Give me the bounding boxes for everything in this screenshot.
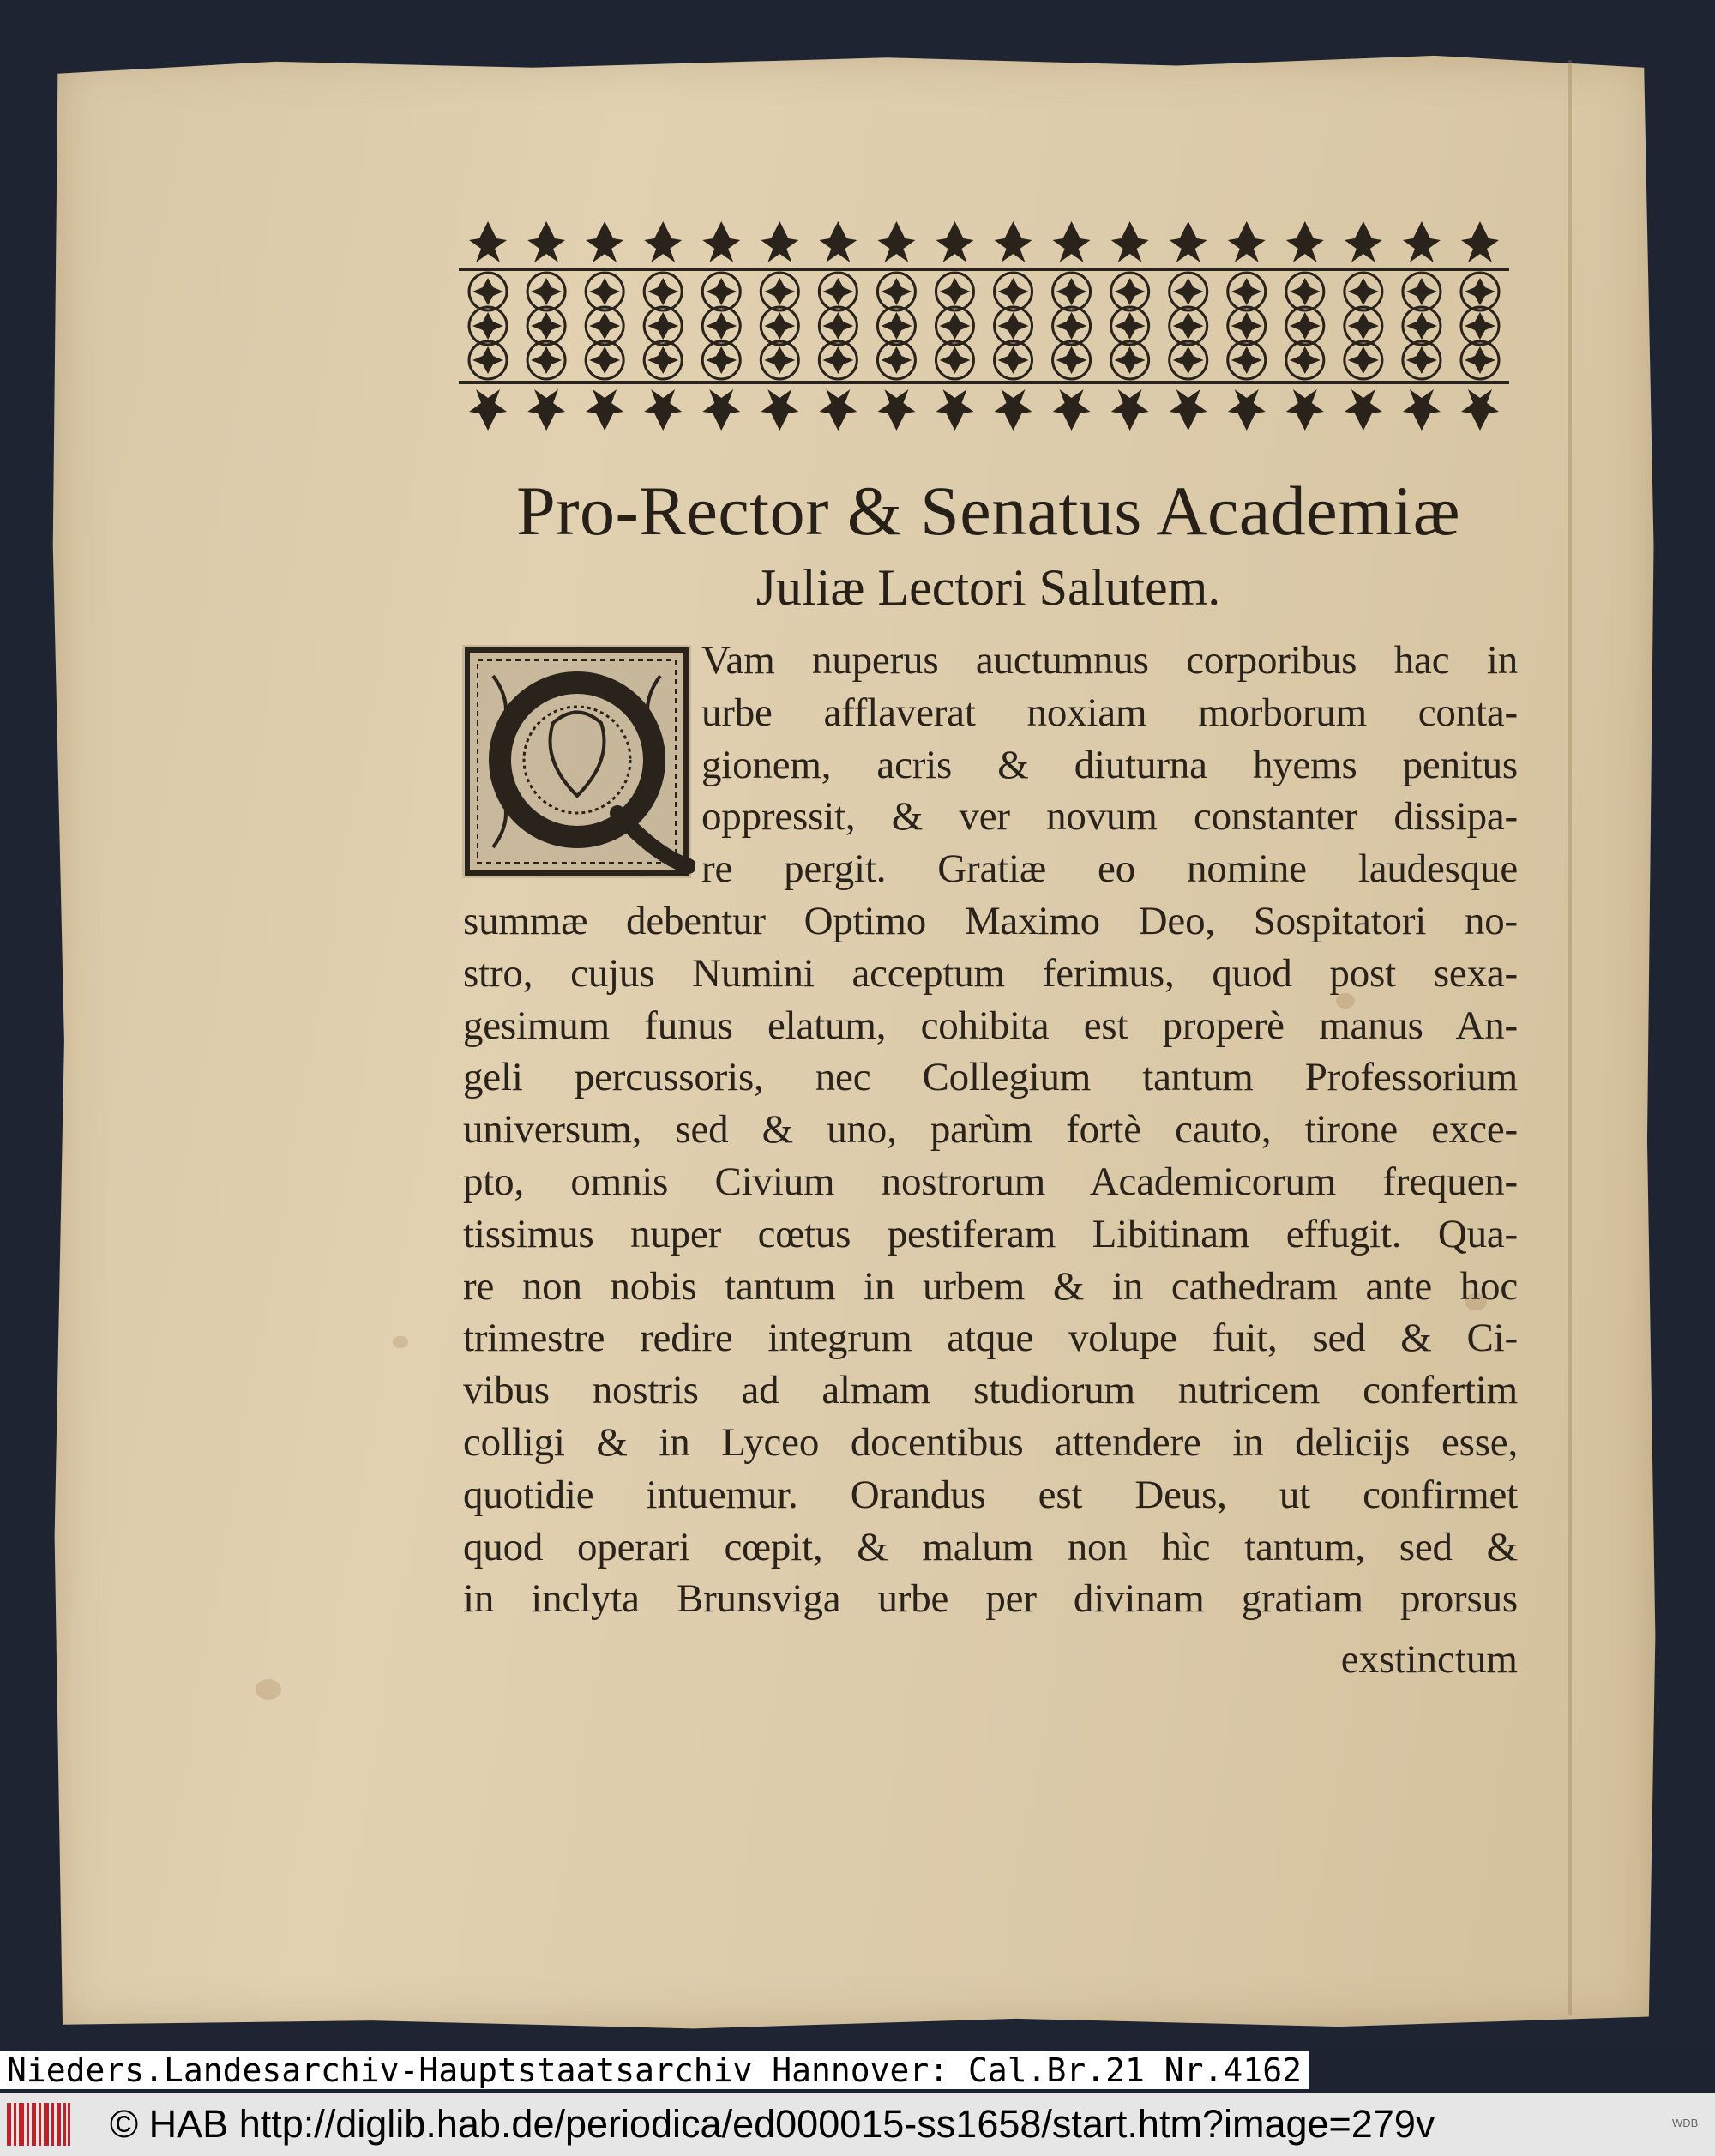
text-line: pto, omnis Civium nostrorum Academicorum frequen- [463,1159,1518,1204]
ornament-motif [586,221,623,431]
ornamental-headpiece [459,214,1509,437]
ornament-motif [1403,221,1441,431]
ornament-motif [819,221,857,431]
text-line: Vam nuperus auctumnus corporibus hac in [701,638,1518,683]
ornament-motif [1461,221,1499,431]
foxing-spot [256,1679,281,1700]
text-line: re non nobis tantum in urbem & in cathedram ante hoc [463,1263,1518,1309]
text-line: gionem, acris & diuturna hyems penitus [701,742,1518,787]
ornament-motif [1345,221,1382,431]
copyright-url: © HAB http://diglib.hab.de/periodica/ed000015-ss1658/start.htm?image=279v [110,2102,1435,2146]
text-line: urbe afflaverat noxiam morborum conta- [701,690,1518,735]
text-line: universum, sed & uno, parùm fortè cauto, tirone exce- [463,1107,1518,1153]
ornament-motif [1111,221,1149,431]
text-line: gesimum funus elatum, cohibita est properè manus An- [463,1003,1518,1048]
text-line: quotidie intuemur. Orandus est Deus, ut confirmet [463,1472,1518,1517]
text-line: trimestre redire integrum atque volupe fuit, sed & Ci- [463,1316,1518,1361]
footer-mark: WDB [1672,2117,1699,2129]
body-text [463,635,1518,1625]
text-line: oppressit, & ver novum constanter dissipa- [701,794,1518,840]
hab-barcode-logo-icon [5,2099,72,2149]
text-line: in inclyta Brunsviga urbe per divinam gratiam prorsus [463,1576,1518,1622]
text-line: vibus nostris ad almam studiorum nutricem confertim [463,1368,1518,1413]
text-line: re pergit. Gratiæ eo nomine laudesque [701,846,1518,892]
ornament-motif [1286,221,1324,431]
ornament-motif [1228,221,1266,431]
ornament-motif [995,221,1032,431]
text-line: tissimus nuper cœtus pestiferam Libitinam effugit. Qua- [463,1211,1518,1256]
document-title: Pro-Rector & Senatus Academiæ [516,472,1460,550]
text-line: quod operari cœpit, & malum non hìc tantum, sed & [463,1524,1518,1569]
foxing-spot [393,1336,408,1348]
ornament-motif [469,221,507,431]
text-line: stro, cujus Numini acceptum ferimus, quod post sexa- [463,950,1518,996]
ornament-motif [1170,221,1207,431]
text-line: summæ debentur Optimo Maximo Deo, Sospitatori no- [463,898,1518,943]
ornament-motif [761,221,798,431]
catchword: exstinctum [1340,1637,1518,1682]
footer-bar [0,2093,1715,2156]
ornament-motif [877,221,915,431]
ornament-motif [936,221,973,431]
ornament-motif [1053,221,1091,431]
text-line: colligi & in Lyceo docentibus attendere in delicijs esse, [463,1419,1518,1465]
archive-signature: Nieders.Landesarchiv-Hauptstaatsarchiv Hannover: Cal.Br.21 Nr.4162 [0,2051,1309,2089]
ornament-motif [644,221,682,431]
document-subtitle: Juliæ Lectori Salutem. [755,559,1221,616]
page-fold [1568,60,1572,2015]
ornament-motif [527,221,565,431]
ornament-motif [702,221,740,431]
text-line: geli percussoris, nec Collegium tantum Professorium [463,1055,1518,1100]
